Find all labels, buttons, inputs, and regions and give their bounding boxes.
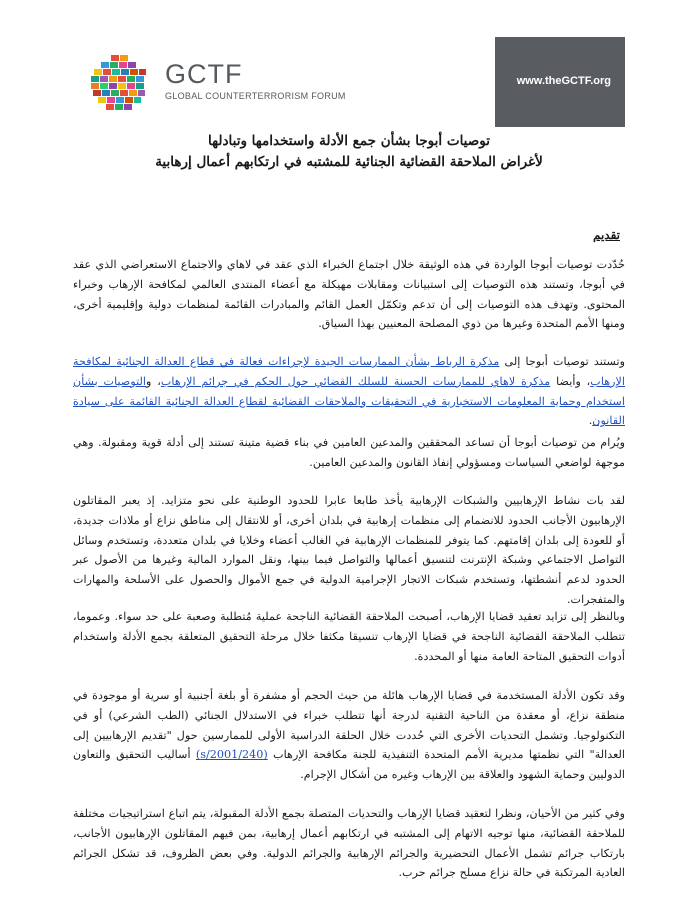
hague-memorandum-link[interactable]: مذكرة لاهاي للممارسات الحسنة للسلك القضائي حول الحكم في جرائم الإرهاب <box>160 374 551 388</box>
brand-subtitle: GLOBAL COUNTERTERRORISM FORUM <box>165 91 346 101</box>
paragraph-2-mid-2: ، و <box>146 374 161 388</box>
document-title-line-2: لأغراض الملاحقة القضائية الجنائية للمشتبه في ارتكابهم أعمال إرهابية <box>155 154 543 170</box>
section-heading: تقديم <box>592 228 620 242</box>
paragraph-1: حُدّدت توصيات أبوجا الواردة في هذه الوثيقة خلال اجتماع الخبراء الذي عقد في لاهاي والاجتماع الاستعراضي الذي عقد في أبوجا، وتستند هذه التوصيات إلى استبيانات ومقابلات مهيكلة مع أعضاء المنتدى العالمي لمكافحة الإرهاب وخبراء المحتوى. وتهدف هذه التوصيات إلى أن تدعم وتكمّل العمل القائم والمبادرات القائمة لمنظمات دولية وإقليمية أخرى، ومنها الأمم المتحدة وغيرها من ذوي المصلحة المعنيين بهذا السياق. <box>73 258 625 331</box>
paragraph-2 <box>73 352 625 431</box>
paragraph-2-end: . <box>588 414 593 428</box>
brand-name: GCTF <box>165 59 243 89</box>
brand-block <box>165 59 346 101</box>
mosaic-globe-icon <box>89 53 151 115</box>
paragraph-2-start: وتستند توصيات أبوجا إلى <box>499 355 625 368</box>
rabat-memorandum-link[interactable]: مذكرة الرباط بشأن الممارسات الجيدة لإجراءات فعالة في قطاع العدالة الجنائية لمكافحة الإرهاب <box>73 355 626 388</box>
un-document-link[interactable]: (s/2001/240) <box>195 748 268 762</box>
paragraph-5: وبالنظر إلى تزايد تعقيد قضايا الإرهاب، أصبحت الملاحقة القضائية الناجحة عملية مُتطلبة وصعبة على حد سواء. وعموما، تتطلب الملاحقة القضائية الناجحة في قضايا الإرهاب تنسيقا مكثفا خلال مرحلة التحقيق المتعلقة بجمع الأدلة واستخدام أدوات التحقيق المتاحة العامة منها أو المحددة. <box>73 610 625 663</box>
paragraph-7: وفي كثير من الأحيان، ونظرا لتعقيد قضايا الإرهاب والتحديات المتصلة بجمع الأدلة المقبولة، يتم اتباع استراتيجيات مختلفة للملاحقة القضائية، منها توجيه الاتهام إلى المشتبه في ارتكابهم أعمال إرهابية، بمن فيهم المقاتلون الإرهابيون الأجانب، بارتكاب جرائم تشمل الأعمال التحضيرية والجرائم الإرهابية والجرائم الدولية. وفي بعض الظروف، قد تشكل الجرائم العادية المرتكبة في حالة نزاع مسلح جرائم حرب. <box>73 807 625 880</box>
intelligence-recommendations-link[interactable]: التوصيات بشأن استخدام وحماية المعلومات الاستخبارية في التحقيقات والملاحقات القضائية لقطاع العدالة الجنائية القائمة على سيادة القانون <box>73 374 625 428</box>
header-banner <box>73 37 625 127</box>
paragraph-6 <box>73 686 625 785</box>
url-bar <box>495 37 625 127</box>
paragraph-2-mid-1: ، وأيضا <box>550 374 591 388</box>
paragraph-4: لقد بات نشاط الإرهابيين والشبكات الإرهابية يأخذ طابعا عابرا للحدود الوطنية على نحو متزايد. إذ يعبر المقاتلون الإرهابيون الأجانب الحدود للانضمام إلى منظمات إرهابية في بلدان أخرى، أو للانتقال إلى مناطق نزاع أو ملاذات جديدة، أو للعودة إلى بلدان إقامتهم. كما يتوفر للمنظمات الإرهابية في الغالب أعضاء وخلايا في بلدان متعددة، وتستخدم وسائل التواصل الاجتماعي وشبكة الإنترنت لتنسيق أعمالها والتواصل فيما بينها، ونقل الموارد المالية وغيرها من الأصول عبر الحدود لدعم أنشطتها، وتستخدم شبكات الاتجار الإجرامية الدولية في جمع الأموال والحصول على الأسلحة والمهارات والمتفجرات. <box>73 494 625 606</box>
document-title-line-1: توصيات أبوجا بشأن جمع الأدلة واستخدامها وتبادلها <box>208 133 490 149</box>
paragraph-6-end: أساليب التحقيق والتعاون الدوليين وحماية الشهود والعلاقة بين الإرهاب وغيره من أشكال الإجرام. <box>73 748 625 782</box>
website-url[interactable]: www.theGCTF.org <box>516 75 611 87</box>
paragraph-3: ويُرام من توصيات أبوجا أن تساعد المحققين والمدعين العامين في بناء قضية متينة تستند إلى أدلة قوية ومقبولة. وهي موجهة لواضعي السياسات ومسؤولي إنفاذ القانون والمدعين العامين. <box>73 436 625 469</box>
paragraph-6-start: وقد تكون الأدلة المستخدمة في قضايا الإرهاب هائلة من حيث الحجم أو مشفرة أو بلغة أجنبية أو سرية أو موجودة في منطقة نزاع، أو معقدة من الناحية التقنية لدرجة أنها تتطلب خبراء في الاستدلال الجنائي (الطب الشرعي) أو في التكنولوجيا. وتشمل التحديات الأخرى التي حُددت خلال الحلقة الدراسية الأولى للممارسين حول "تقديم الإرهابيين إلى العدالة" التي نظمتها مديرية الأمم المتحدة التنفيذية للجنة مكافحة الإرهاب <box>73 689 625 762</box>
